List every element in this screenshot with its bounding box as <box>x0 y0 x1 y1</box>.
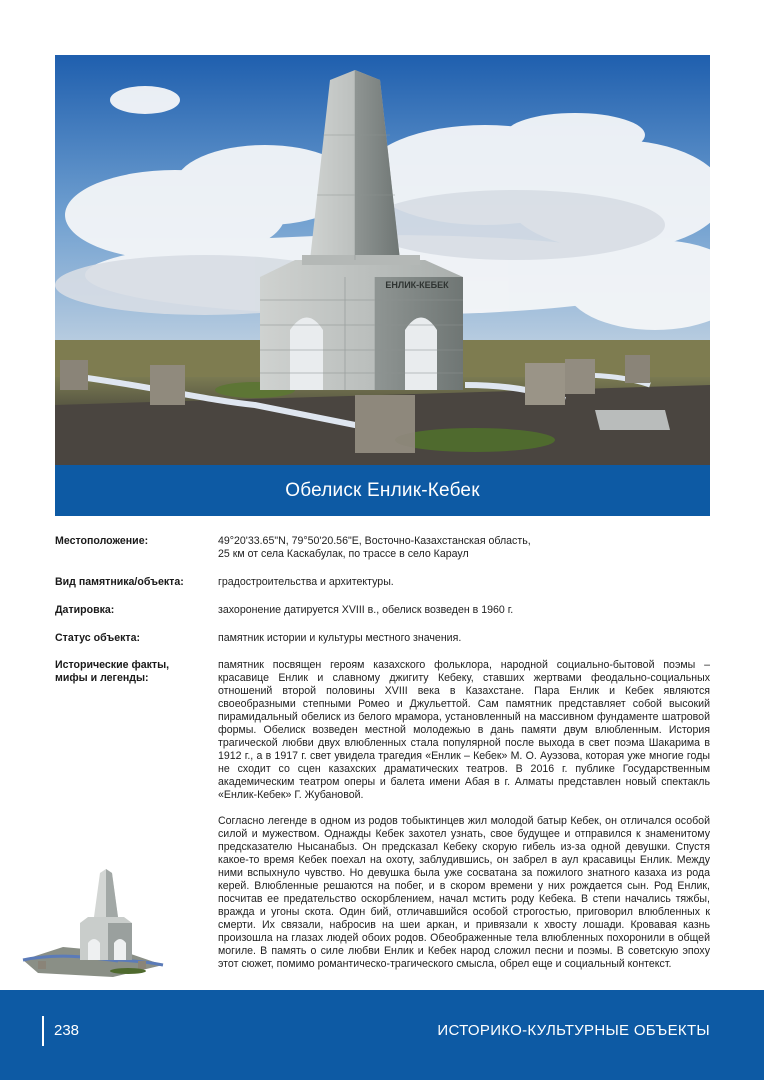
facts-paragraph-2: Согласно легенде в одном из родов тобыктинцев жил молодой батыр Кебек, он отличался особой силой и мужеством. Однажды Кебек захотел узнать, свое будущее и отправился к знаменитому предсказателю Нысанабыз. Он предсказал Кебеку скорую гибель из-за одной девушки. Спустя какое-то время Кебек поехал на охоту, заблудившись, он забрел в аул красавицы Енлик. Между ними вспыхнуло чувство. Но девушка была уже сосватана за пожилого знатного казаха из рода керей. Влюбленные решаются на побег, и в скором времени у них рождается сын. Род Енлик, посчитав ее предательство оскорблением, начал мстить роду Кебека. В степи начались тяжбы, вражда и угоны скота. Один бий, отличавшийся особой строгостью, приговорил влюбленных к смерти. Их связали, набросив на шеи аркан, и привязали к хвосту лошади. Кровавая казнь произошла на глазах людей обоих родов. Обеображенные тела влюбленных похоронили в общей могиле. В память о силе любви Енлик и Кебек народ сложил песни и поэмы. В советскую эпоху этот сюжет, помимо романтическо-трагического смысла, обрел еще и социальный контекст. <box>218 815 710 970</box>
page-number: 238 <box>54 1022 80 1039</box>
obelisk-photo <box>55 55 710 465</box>
facts-label-line1: Исторические факты, <box>55 659 170 671</box>
type-row <box>55 576 710 590</box>
dating-label: Датировка: <box>55 604 115 616</box>
facts-text <box>218 659 710 971</box>
type-value: градостроительства и архитектуры. <box>218 576 394 588</box>
facts-label <box>55 659 210 685</box>
dating-row <box>55 604 710 618</box>
section-title: ИСТОРИКО-КУЛЬТУРНЫЕ ОБЪЕКТЫ <box>437 1022 710 1039</box>
dating-value: захоронение датируется XVIII в., обелиск возведен в 1960 г. <box>218 604 514 616</box>
monument-title: Обелиск Енлик-Кебек <box>285 479 480 501</box>
status-label: Статус объекта: <box>55 632 141 644</box>
status-row <box>55 632 710 646</box>
obelisk-thumbnail <box>18 865 168 980</box>
status-value: памятник истории и культуры местного значения. <box>218 632 462 644</box>
monument-title-bar <box>55 465 710 516</box>
facts-paragraph-1: памятник посвящен героям казахского фольклора, народной социально-бытовой поэмы – красавице Енлик и славному джигиту Кебеку, ставших жертвами феодально-социальных отношений второй половины XVIII века в Казахстане. Пара Енлик и Кебек являются своеобразными степными Ромео и Джульеттой. Сам памятник представляет собой высокий пирамидальный обелиск из белого мрамора, установленный на массивном фундаменте шатровой формы. Обелиск возведен местной молодежью в дань памяти двум влюбленным. История трагической любви двух влюбленных стала популярной после выхода в свет поэма Шакарима в 1912 г., а в 1917 г. свет увидела трагедия «Енлик – Кебек» М. О. Ауэзова, которая уже многие годы не сходит со сцен казахских драматических театров. В 2016 г. публике Государственным академическим театром оперы и балета имени Абая в г. Алматы представлен новый спектакль «Енлик-Кебек» Г. Жубановой. <box>218 659 710 801</box>
type-label: Вид памятника/объекта: <box>55 576 184 588</box>
monument-inscription: ЕНЛИК-КЕБЕК <box>385 280 449 290</box>
location-directions: 25 км от села Каскабулак, по трассе в село Караул <box>218 548 469 560</box>
location-label: Местоположение: <box>55 535 149 547</box>
location-value <box>218 535 710 561</box>
footer-divider <box>42 1016 44 1046</box>
facts-label-line2: мифы и легенды: <box>55 672 149 684</box>
location-row <box>55 535 710 563</box>
page-footer <box>0 990 764 1080</box>
location-coordinates: 49°20'33.65"N, 79°50'20.56"E, Восточно-Казахстанская область, <box>218 535 531 547</box>
